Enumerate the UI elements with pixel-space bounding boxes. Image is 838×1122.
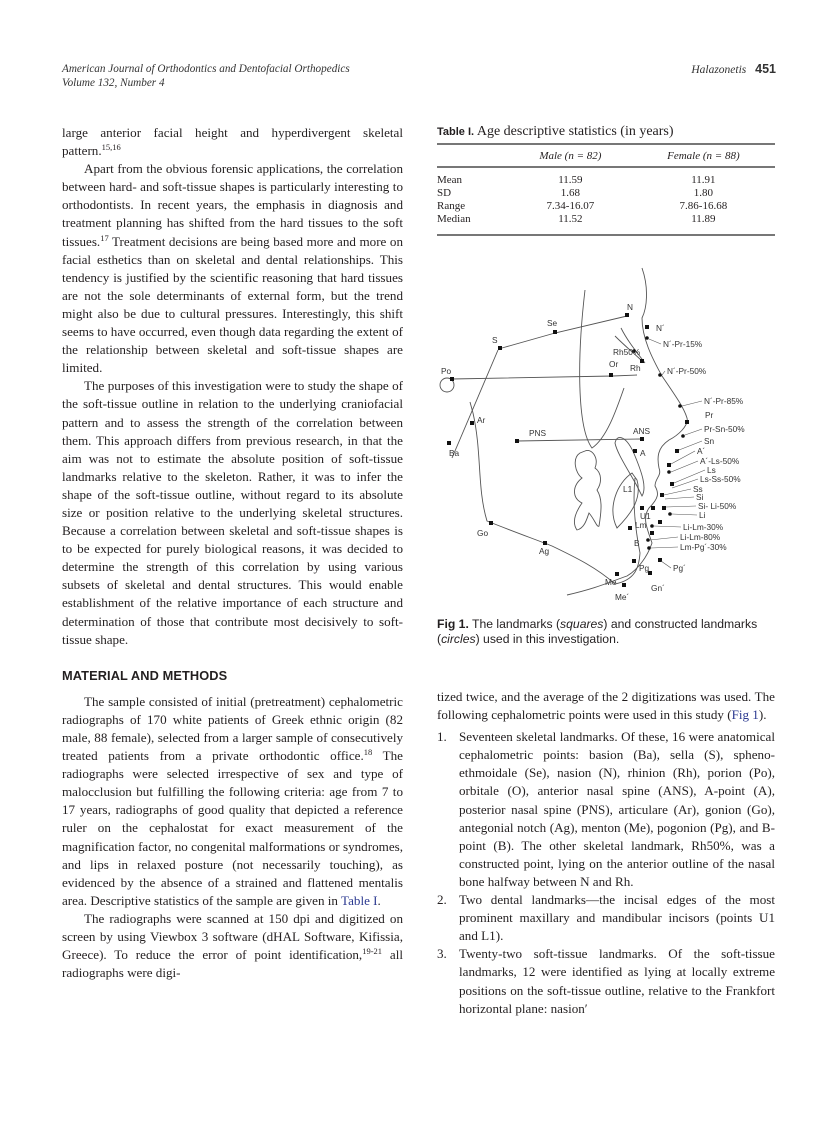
svg-text:Rh: Rh <box>630 363 641 373</box>
table-row: Range 7.34-16.07 7.86-16.68 <box>437 200 728 212</box>
svg-text:Ls-Ss-50%: Ls-Ss-50% <box>700 474 741 484</box>
svg-text:Pr: Pr <box>705 410 714 420</box>
svg-text:Lm-Pg´-30%: Lm-Pg´-30% <box>680 542 727 552</box>
list-item: 1. Seventeen skeletal landmarks. Of these, 16 were anatomical cephalometric points: basion (Ba), sella (S), spheno-ethmoidale (Se), nasion (N), rhinion (Rh), porion (Po), orbitale (O), anterior nasal spine (ANS), A-point (A), posterior nasal spine (PNS), articulare (Ar), gonion (Go), antegonial notch (Ag), menton (Me), pogonion (Pg), and B-point (B). The other skeletal landmark, Rh50%, was a constructed point, lying on the anterior outline of the nasal bone halfway between N and Rh. <box>437 729 775 889</box>
author-name: Halazonetis <box>691 64 747 76</box>
svg-text:Pr-Sn-50%: Pr-Sn-50% <box>704 424 745 434</box>
svg-text:N´-Pr-15%: N´-Pr-15% <box>663 339 703 349</box>
column-header <box>437 144 509 167</box>
figure-link[interactable]: Fig 1 <box>731 707 759 723</box>
svg-text:Sn: Sn <box>704 436 715 446</box>
table-title: Age descriptive statistics (in years) <box>476 124 674 139</box>
svg-text:L1: L1 <box>623 484 633 494</box>
svg-text:N´-Pr-85%: N´-Pr-85% <box>704 396 744 406</box>
svg-text:Lm: Lm <box>635 520 647 530</box>
svg-text:Ls: Ls <box>707 465 716 475</box>
svg-text:Ss: Ss <box>693 484 703 494</box>
citation[interactable]: 17 <box>100 232 109 243</box>
table-row: SD 1.68 1.80 <box>437 187 713 199</box>
svg-text:PNS: PNS <box>529 428 547 438</box>
svg-text:Pg: Pg <box>639 563 650 573</box>
svg-text:B: B <box>634 538 640 548</box>
list-item: 3. Twenty-two soft-tissue landmarks. Of the soft-tissue landmarks, 12 were identified as lying at locally extreme positions on the soft-tissue outline, relative to the Frankfort horizontal plane: nasion′ <box>437 946 775 1016</box>
paragraph-intro: tized twice, and the average of the 2 digitizations was used. The following cephalometric points were used in this study (Fig 1). <box>437 689 775 723</box>
svg-text:Po: Po <box>441 366 452 376</box>
svg-text:Li-Lm-30%: Li-Lm-30% <box>683 522 724 532</box>
svg-text:A: A <box>640 448 646 458</box>
svg-text:U1: U1 <box>640 511 651 521</box>
svg-text:Ar: Ar <box>477 415 486 425</box>
svg-text:N: N <box>627 302 633 312</box>
table-label: Table I. <box>437 126 475 138</box>
table-caption <box>437 124 775 140</box>
list-item: 2. Two dental landmarks—the incisal edges of the most prominent maxillary and mandibular incisors (points U1 and L1). <box>437 892 775 944</box>
figure-cephalometric-landmarks <box>437 258 775 608</box>
svg-text:Ag: Ag <box>539 546 550 556</box>
svg-text:Li-Lm-80%: Li-Lm-80% <box>680 532 721 542</box>
svg-text:Or: Or <box>609 359 619 369</box>
right-column <box>437 688 775 1018</box>
svg-text:Ba: Ba <box>449 448 460 458</box>
svg-text:Se: Se <box>547 318 558 328</box>
column-header-male: Male (n = 82) <box>539 150 602 162</box>
age-statistics-table <box>437 143 775 236</box>
running-header-journal <box>62 62 350 90</box>
svg-text:Li: Li <box>699 510 706 520</box>
svg-text:Me´: Me´ <box>615 592 630 602</box>
landmark-list <box>437 728 775 1018</box>
svg-text:ANS: ANS <box>633 426 651 436</box>
paragraph-3: The purposes of this investigation were to study the shape of the soft-tissue outline in relation to the underlying craniofacial pattern and to assess the strength of the correlation between them. This approach differs from previous research, in that the aim was not to estimate the absolute position of soft-tissue landmarks relative to the skeleton. Rather, it was to infer the shape of the soft-tissue outline, without regard to its absolute size or position relative to the underlying skeletal structures. Because a correlation between skeletal and soft-tissue shapes is to be expected for purely biological reasons, it was decided to determine the strength of this correlation by using various subsets of skeletal and dental structures. This would enable establishment of the relative importance of each structure and determination of those that contribute most decisively to soft-tissue shape. <box>62 378 403 647</box>
citation[interactable]: 15,16 <box>101 142 121 153</box>
paragraph-4: The sample consisted of initial (pretreatment) cephalometric radiographs of 170 white patients of Greek ethnic origin (82 male, 88 female), selected from a larger sample of consecutively treated patients from a private orthodontic office.$^{18}$ The radiographs were selected irrespective of sex and type of malocclusion but fulfilling the following criteria: age from 7 to 17 years, radiographs of good quality that depicted a reference ruler on the cephalostat for exact measurement of the magnification factor, no congenital malformations or syndromes, and lips in relaxed posture (not necessarily touching), as evidenced by the absence of a strained and flattened mentalis area. Descriptive statistics of the sample are given in Table I. <box>62 693 403 908</box>
table-row: Median 11.52 11.89 <box>437 213 716 225</box>
journal-volume: Volume 132, Number 4 <box>62 77 165 89</box>
svg-text:Si- Li-50%: Si- Li-50% <box>698 501 737 511</box>
table-link[interactable]: Table I <box>341 892 378 908</box>
svg-text:S: S <box>492 335 498 345</box>
paragraph-1: large anterior facial height and hyperdivergent skeletal pattern.$^{15,16}$ <box>62 125 403 159</box>
svg-text:N´-Pr-50%: N´-Pr-50% <box>667 366 707 376</box>
svg-text:Si: Si <box>696 492 704 502</box>
figure-label: Fig 1. <box>437 617 469 631</box>
paragraph-2: Apart from the obvious forensic applications, the correlation between hard- and soft-tissue shapes is particularly interesting to orthodontists. In recent years, the emphasis in diagnosis and treatment planning has shifted from the hard tissues to the soft tissues.$^{17}$ Treatment decisions are being based more and more on facial esthetics than on skeletal and dental relationships. This tendency is justified by the scientific reasoning that hard tissues are not the sole determinants of external form, but the trend might also be due to cultural pressures. Interestingly, this shift seems to have occurred, even though data regarding the extent of the relationship between skeletal and soft-tissue shapes are limited. <box>62 161 403 376</box>
page-number: 451 <box>755 62 776 76</box>
svg-text:A´: A´ <box>697 446 706 456</box>
svg-text:Pg´: Pg´ <box>673 563 686 573</box>
table-row: Mean 11.59 11.91 <box>437 174 716 186</box>
section-heading: MATERIAL AND METHODS <box>62 667 228 683</box>
svg-text:Go: Go <box>477 528 489 538</box>
left-column <box>62 124 403 982</box>
svg-text:Gn´: Gn´ <box>651 583 665 593</box>
svg-text:Me: Me <box>605 577 617 587</box>
paragraph-5: The radiographs were scanned at 150 dpi and digitized on screen by using Viewbox 3 software (dHAL Software, Kifissia, Greece). To reduce the error of point identification,$^{19-21}$ all radiographs were digi- <box>62 910 403 981</box>
svg-text:Rh50%: Rh50% <box>613 347 641 357</box>
svg-text:N´: N´ <box>656 323 665 333</box>
svg-text:A´-Ls-50%: A´-Ls-50% <box>700 456 740 466</box>
running-header-page <box>691 62 776 76</box>
figure-caption: Fig 1. The landmarks (squares) and constructed landmarks (circles) used in this investigation. <box>437 617 758 646</box>
cephalometric-diagram <box>437 258 775 608</box>
citation[interactable]: 18 <box>363 747 373 758</box>
column-header-female: Female (n = 88) <box>667 150 740 162</box>
journal-title: American Journal of Orthodontics and Dentofacial Orthopedics <box>62 63 350 75</box>
table-header-row <box>437 144 775 167</box>
citation[interactable]: 19-21 <box>362 946 383 957</box>
